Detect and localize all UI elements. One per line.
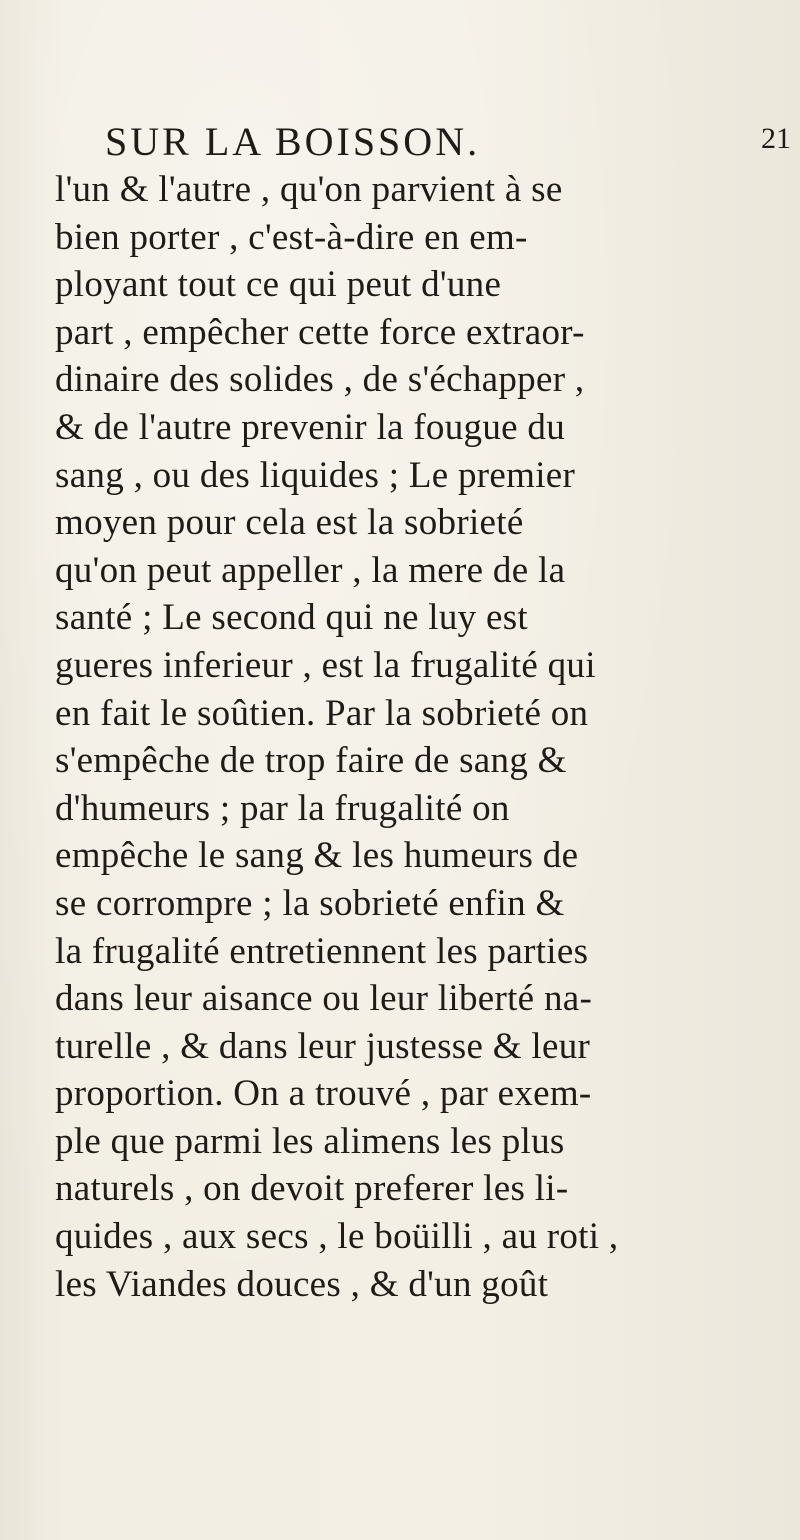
running-head: SUR LA BOISSON.	[105, 119, 481, 164]
text-line: ple que parmi les alimens les plus	[55, 1120, 565, 1162]
page-header	[105, 118, 795, 166]
text-line: part , empêcher cette force extraor-	[55, 311, 585, 353]
text-line: sang , ou des liquides ; Le premier	[55, 454, 576, 496]
text-line: quides , aux secs , le boüilli , au roti ,	[55, 1216, 619, 1258]
page-number: 21	[761, 122, 791, 155]
text-line: en fait le soûtien. Par la sobrieté on	[55, 692, 589, 734]
text-line: d'humeurs ; par la frugalité on	[55, 787, 510, 829]
text-line: s'empêche de trop faire de sang &	[55, 740, 567, 782]
text-line: proportion. On a trouvé , par exem-	[55, 1073, 592, 1115]
text-line: se corrompre ; la sobrieté enfin &	[55, 882, 565, 924]
text-line: moyen pour cela est la sobrieté	[55, 502, 524, 544]
text-line: la frugalité entretiennent les parties	[55, 930, 589, 972]
text-line: dans leur aisance ou leur liberté na-	[55, 978, 593, 1020]
text-line: gueres inferieur , est la frugalité qui	[55, 644, 596, 686]
body-text	[55, 166, 795, 1308]
text-line: naturels , on devoit preferer les li-	[55, 1168, 569, 1210]
text-line: santé ; Le second qui ne luy est	[55, 597, 529, 639]
text-line: turelle , & dans leur justesse & leur	[55, 1025, 591, 1067]
text-line: l'un & l'autre , qu'on parvient à se	[55, 169, 563, 210]
text-line: les Viandes douces , & d'un goût	[55, 1263, 549, 1305]
text-line: qu'on peut appeller , la mere de la	[55, 549, 566, 591]
text-line: & de l'autre prevenir la fougue du	[55, 406, 566, 448]
text-line: empêche le sang & les humeurs de	[55, 835, 579, 877]
text-line: ployant tout ce qui peut d'une	[55, 264, 502, 306]
text-line: bien porter , c'est-à-dire en em-	[55, 216, 528, 258]
text-line: dinaire des solides , de s'échapper ,	[55, 359, 585, 401]
